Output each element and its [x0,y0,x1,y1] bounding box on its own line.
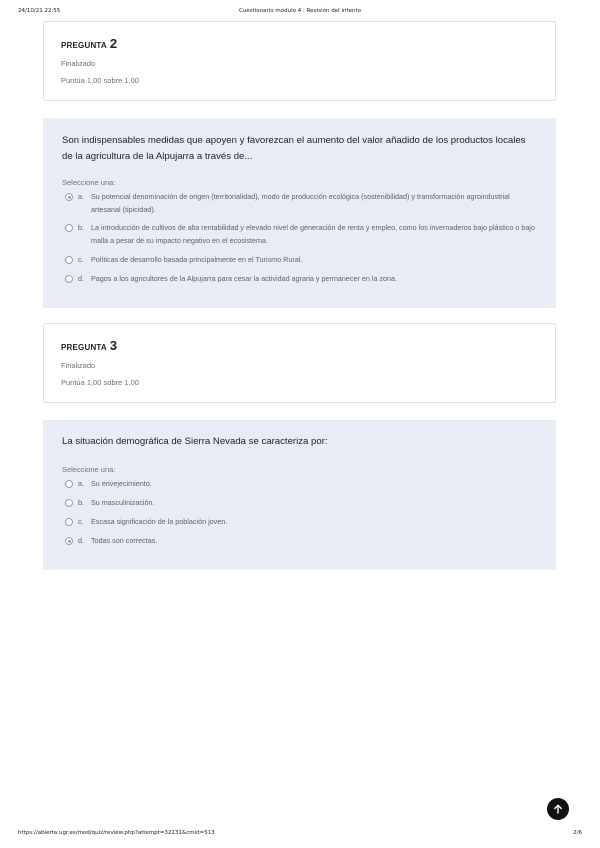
print-page-number: 2/6 [573,830,582,836]
print-url: https://abierta.ugr.es/mod/quiz/review.php?attempt=32131&cmid=513 [18,830,215,836]
radio-unselected[interactable] [65,224,73,232]
question-state: Finalizado [61,361,96,370]
question-content-2 [43,118,556,308]
radio-unselected[interactable] [65,499,73,507]
answer-option-c[interactable] [65,254,540,267]
answer-option-a[interactable] [65,478,540,491]
question-info-3 [43,323,556,403]
option-letter: a. [78,192,84,201]
option-text: Escasa significación de la población joven. [91,517,228,526]
answer-option-d[interactable] [65,273,540,286]
option-text: Su masculinización. [91,498,155,507]
question-number: 3 [109,338,118,353]
question-title [61,36,117,51]
answer-option-b[interactable] [65,497,540,510]
option-text: Su envejecimiento. [91,479,152,488]
option-letter: c. [78,255,84,264]
arrow-up-icon [552,803,564,815]
question-grade: Puntúa 1,00 sobre 1,00 [61,378,139,387]
option-letter: d. [78,274,84,283]
option-text: Todas son correctas. [91,536,158,545]
radio-unselected[interactable] [65,256,73,264]
print-title: Cuestionario módulo 4 : Revisión del intento [238,8,362,14]
option-letter: b. [78,223,84,232]
option-letter: d. [78,536,84,545]
question-grade: Puntúa 1,00 sobre 1,00 [61,76,139,85]
answer-option-d[interactable] [65,535,540,548]
option-letter: a. [78,479,84,488]
question-content-3 [43,420,556,570]
answer-option-a[interactable] [65,191,540,217]
radio-selected[interactable] [65,193,73,201]
question-title [61,338,117,353]
answer-prompt: Seleccione una: [62,465,116,474]
back-to-top-button[interactable] [547,798,569,820]
question-info-2 [43,21,556,101]
option-text: Políticas de desarrollo basada principalmente en el Turismo Rural. [91,255,303,264]
answer-option-b[interactable] [65,222,540,248]
option-text: Pagos a los agricultores de la Alpujarra para cesar la actividad agraria y permanecer en la zona. [91,274,398,283]
question-label: PREGUNTA [61,41,107,50]
question-number: 2 [109,36,118,51]
answer-prompt: Seleccione una: [62,178,116,187]
radio-unselected[interactable] [65,480,73,488]
question-text: Son indispensables medidas que apoyen y favorezcan el aumento del valor añadido de los productos locales de la agricultura de la Alpujarra a través de... [62,135,526,162]
option-text: La introducción de cultivos de alta rentabilidad y elevado nivel de generación de renta y empleo, como los invernaderos bajo plástico o bajo malla a pesar de su impacto negativo en el ecosistema. [91,223,535,245]
option-letter: c. [78,517,84,526]
question-text: La situación demográfica de Sierra Nevada se caracteriza por: [62,436,328,447]
radio-unselected[interactable] [65,275,73,283]
answer-option-c[interactable] [65,516,540,529]
option-text: Su potencial denominación de origen (territorialidad), modo de producción ecológica (sostenibilidad) y transformación agroindustrial artesanal (tipicidad). [91,192,510,214]
radio-selected[interactable] [65,537,73,545]
question-state: Finalizado [61,59,96,68]
question-label: PREGUNTA [61,343,107,352]
print-datetime: 24/10/21 22:55 [18,8,61,14]
radio-unselected[interactable] [65,518,73,526]
option-letter: b. [78,498,84,507]
